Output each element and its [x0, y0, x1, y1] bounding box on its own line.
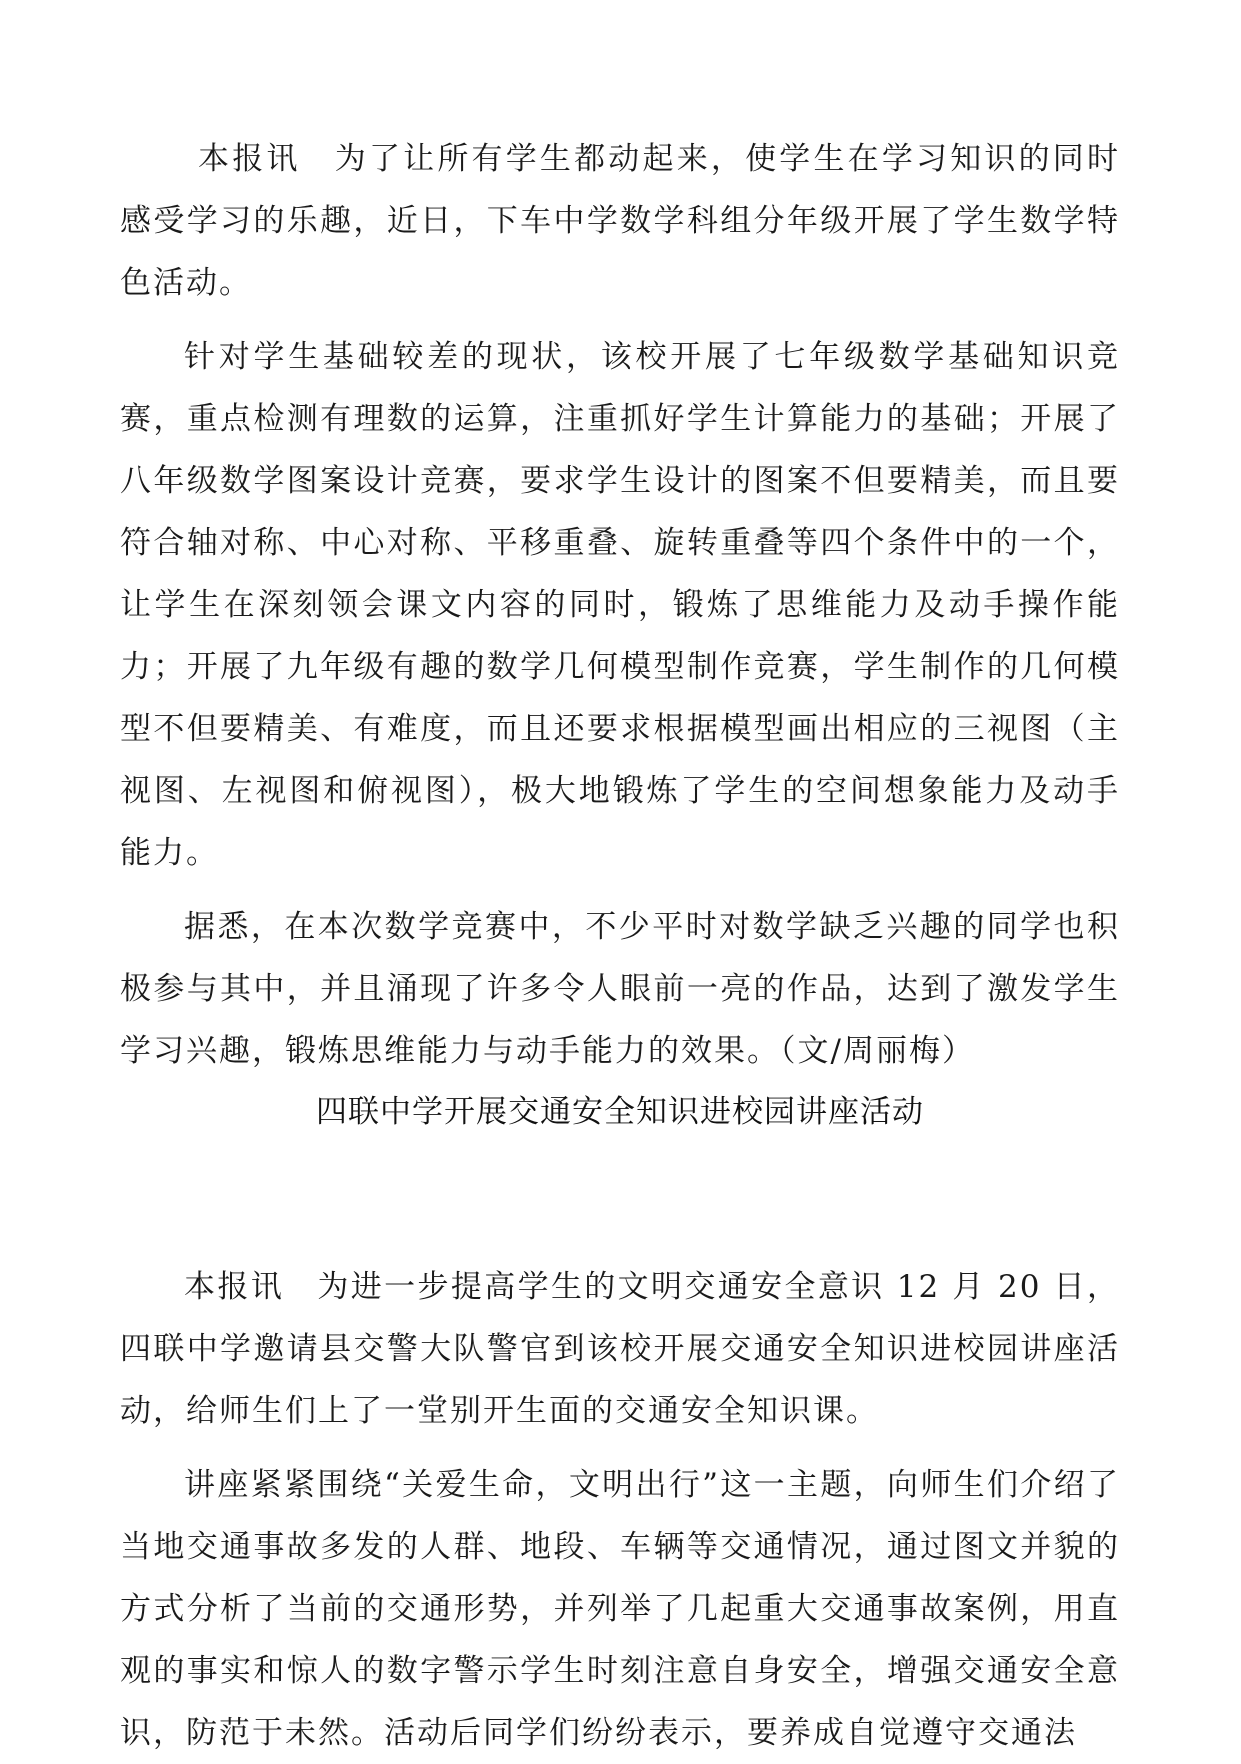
- article2-title: 四联中学开展交通安全知识进校园讲座活动: [316, 1094, 924, 1130]
- title-spacer: [120, 1138, 1120, 1256]
- article2-paragraph-2: 讲座紧紧围绕“关爱生命，文明出行”这一主题，向师生们介绍了当地交通事故多发的人群、地段、车辆等交通情况，通过图文并貌的方式分析了当前的交通形势，并列举了几起重大交通事故案例，用直观的事实和惊人的数字警示学生时刻注意自身安全，增强交通安全意识，防范于未然。活动后同学们纷纷表示，要养成自觉遵守交通法: [120, 1467, 1120, 1751]
- article1-paragraph-2: 针对学生基础较差的现状，该校开展了七年级数学基础知识竞赛，重点检测有理数的运算，注重抓好学生计算能力的基础；开展了八年级数学图案设计竞赛，要求学生设计的图案不但要精美，而且要符合轴对称、中心对称、平移重叠、旋转重叠等四个条件中的一个，让学生在深刻领会课文内容的同时，锻炼了思维能力及动手操作能力；开展了九年级有趣的数学几何模型制作竞赛，学生制作的几何模型不但要精美、有难度，而且还要求根据模型画出相应的三视图（主视图、左视图和俯视图），极大地锻炼了学生的空间想象能力及动手能力。: [120, 339, 1120, 871]
- article-traffic-safety: [120, 1086, 1120, 1764]
- article2-paragraph-1: 本报讯 为进一步提高学生的文明交通安全意识 12 月 20 日，四联中学邀请县交警大队警官到该校开展交通安全知识进校园讲座活动，给师生们上了一堂别开生面的交通安全知识课。: [120, 1269, 1120, 1429]
- article-math-activities: [120, 128, 1120, 1082]
- article1-paragraph-3: 据悉，在本次数学竞赛中，不少平时对数学缺乏兴趣的同学也积极参与其中，并且涌现了许多令人眼前一亮的作品，达到了激发学生学习兴趣，锻炼思维能力与动手能力的效果。（文/周丽梅）: [120, 909, 1120, 1069]
- article1-paragraph-1: 本报讯 为了让所有学生都动起来，使学生在学习知识的同时感受学习的乐趣，近日，下车中学数学科组分年级开展了学生数学特色活动。: [120, 141, 1120, 301]
- document-page: [120, 128, 1120, 1764]
